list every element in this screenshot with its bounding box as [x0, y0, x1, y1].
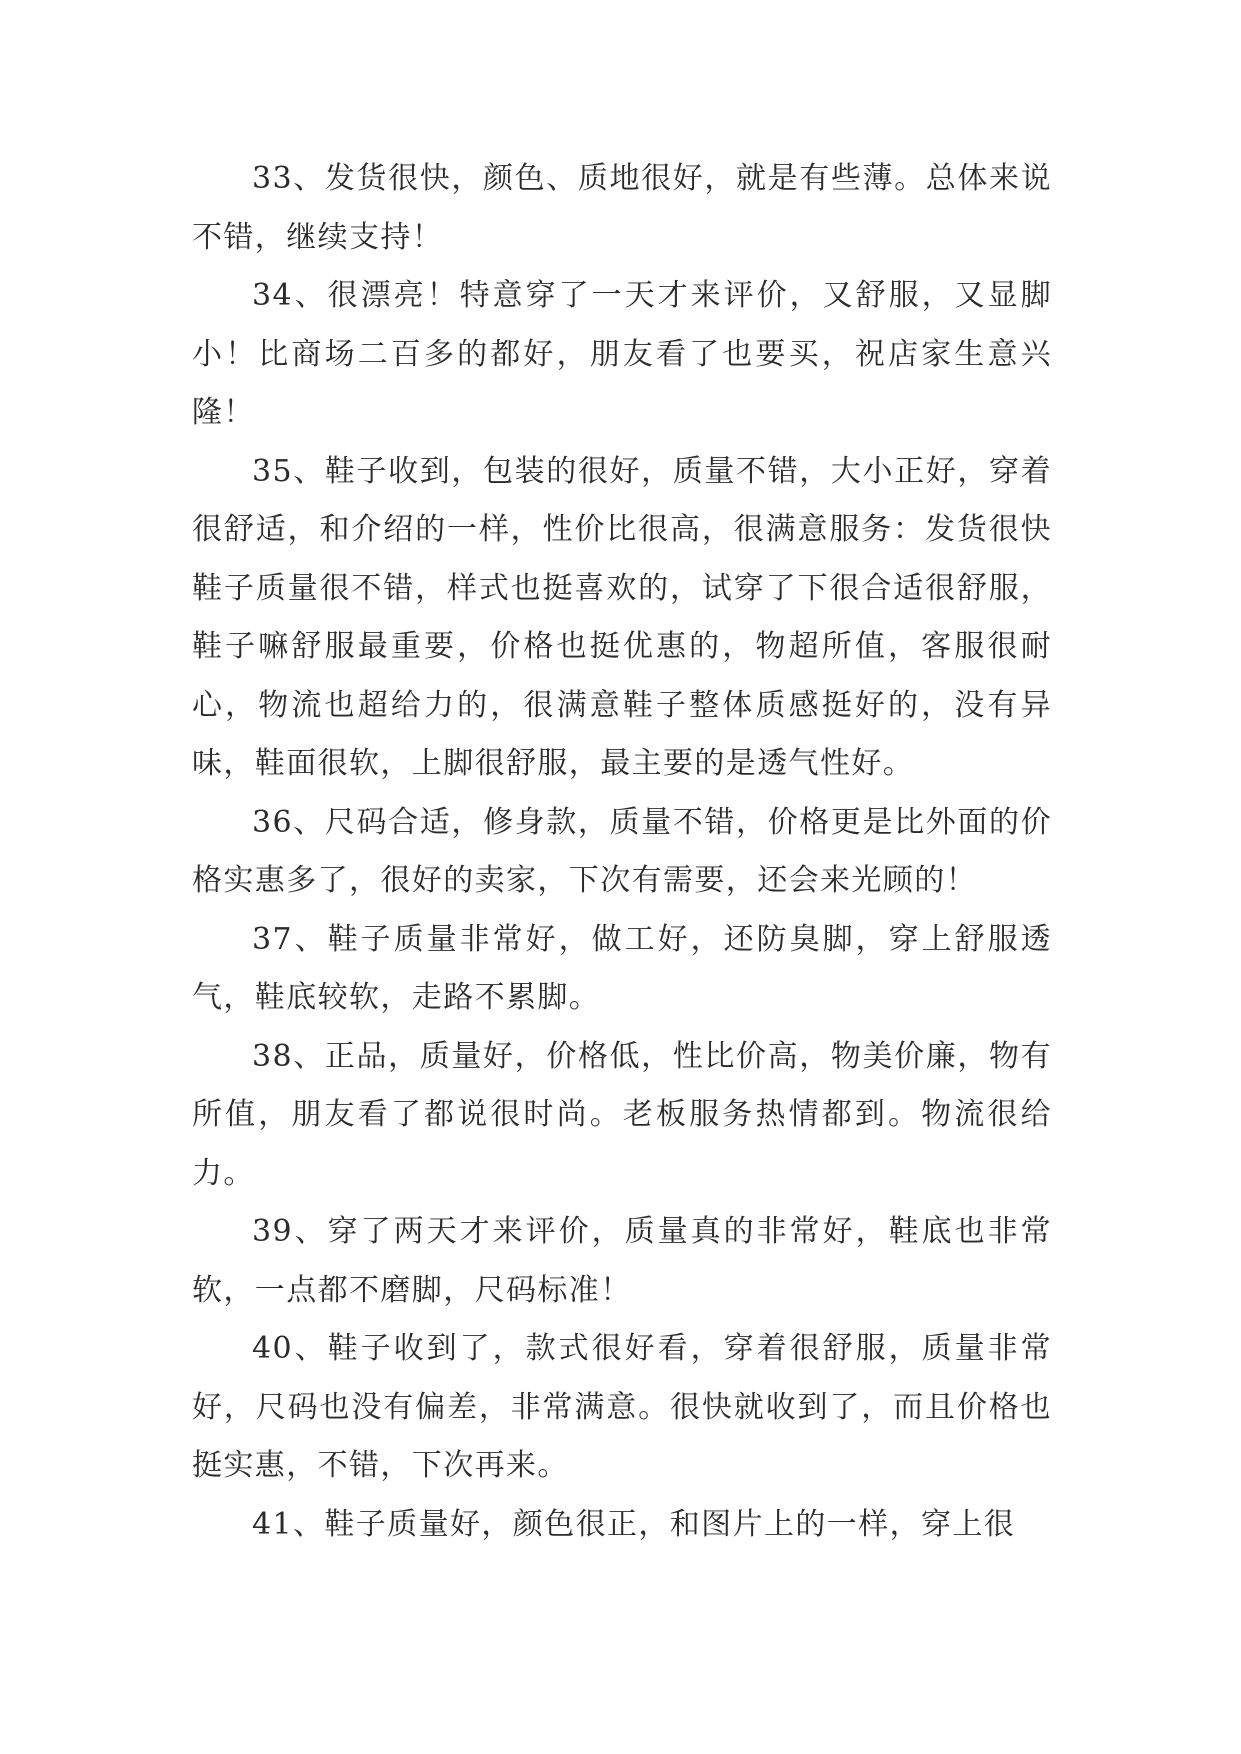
review-paragraph-41: 41、鞋子质量好，颜色很正，和图片上的一样，穿上很	[252, 1506, 1016, 1542]
review-paragraph-33: 33、发货很快，颜色、质地很好，就是有些薄。总体来说不错，继续支持！	[192, 161, 1052, 255]
document-body	[192, 150, 1052, 1554]
review-paragraph-35: 35、鞋子收到，包装的很好，质量不错，大小正好，穿着很舒适，和介绍的一样，性价比很高，很满意服务：发货很快鞋子质量很不错，样式也挺喜欢的，试穿了下很合适很舒服，鞋子嘛舒服最重要，价格也挺优惠的，物超所值，客服很耐心，物流也超给力的，很满意鞋子整体质感挺好的，没有异味，鞋面很软，上脚很舒服，最主要的是透气性好。	[192, 453, 1052, 781]
review-paragraph-36: 36、尺码合适，修身款，质量不错，价格更是比外面的价格实惠多了，很好的卖家，下次有需要，还会来光顾的！	[192, 804, 1052, 898]
review-paragraph-34: 34、很漂亮！特意穿了一天才来评价，又舒服，又显脚小！比商场二百多的都好，朋友看了也要买，祝店家生意兴隆！	[192, 278, 1052, 430]
review-paragraph-39: 39、穿了两天才来评价，质量真的非常好，鞋底也非常软，一点都不磨脚，尺码标准！	[192, 1214, 1052, 1308]
review-paragraph-37: 37、鞋子质量非常好，做工好，还防臭脚，穿上舒服透气，鞋底较软，走路不累脚。	[192, 921, 1052, 1015]
review-paragraph-40: 40、鞋子收到了，款式很好看，穿着很舒服，质量非常好，尺码也没有偏差，非常满意。很快就收到了，而且价格也挺实惠，不错，下次再来。	[192, 1331, 1052, 1483]
review-paragraph-38: 38、正品，质量好，价格低，性比价高，物美价廉，物有所值，朋友看了都说很时尚。老板服务热情都到。物流很给力。	[192, 1038, 1052, 1191]
